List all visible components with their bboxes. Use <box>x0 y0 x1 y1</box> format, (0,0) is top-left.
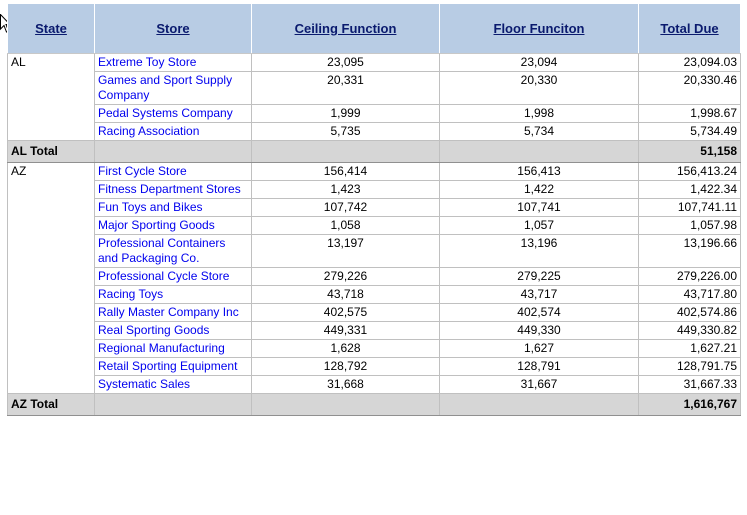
table-row <box>8 286 741 304</box>
store-link[interactable]: Regional Manufacturing <box>95 340 252 358</box>
group-total-value: 1,616,767 <box>639 394 741 416</box>
floor-value: 107,741 <box>440 199 639 217</box>
floor-value: 279,225 <box>440 268 639 286</box>
table-row <box>8 181 741 199</box>
total-due-value: 13,196.66 <box>639 235 741 268</box>
group-total-empty-cell <box>95 394 252 416</box>
group-total-label: AZ Total <box>8 394 95 416</box>
ceiling-value: 1,058 <box>252 217 440 235</box>
table-row <box>8 105 741 123</box>
floor-value: 13,196 <box>440 235 639 268</box>
total-due-value: 23,094.03 <box>639 54 741 72</box>
ceiling-value: 13,197 <box>252 235 440 268</box>
store-link[interactable]: Pedal Systems Company <box>95 105 252 123</box>
group-total-row <box>8 394 741 416</box>
store-link[interactable]: Racing Toys <box>95 286 252 304</box>
ceiling-value: 1,999 <box>252 105 440 123</box>
store-link[interactable]: Major Sporting Goods <box>95 217 252 235</box>
total-due-value: 128,791.75 <box>639 358 741 376</box>
table-row <box>8 54 741 72</box>
table-row <box>8 199 741 217</box>
store-link[interactable]: Rally Master Company Inc <box>95 304 252 322</box>
table-row <box>8 304 741 322</box>
total-due-value: 156,413.24 <box>639 163 741 181</box>
column-header-total-due[interactable]: Total Due <box>639 4 741 54</box>
store-link[interactable]: Professional Containers and Packaging Co. <box>95 235 252 268</box>
ceiling-value: 402,575 <box>252 304 440 322</box>
ceiling-value: 279,226 <box>252 268 440 286</box>
total-due-value: 31,667.33 <box>639 376 741 394</box>
floor-value: 1,057 <box>440 217 639 235</box>
column-header-ceiling-function[interactable]: Ceiling Function <box>252 4 440 54</box>
floor-value: 31,667 <box>440 376 639 394</box>
report-body <box>8 54 741 416</box>
ceiling-value: 1,628 <box>252 340 440 358</box>
table-row <box>8 163 741 181</box>
group-total-empty-cell <box>440 141 639 163</box>
total-due-value: 402,574.86 <box>639 304 741 322</box>
store-link[interactable]: Retail Sporting Equipment <box>95 358 252 376</box>
ceiling-value: 43,718 <box>252 286 440 304</box>
store-link[interactable]: Systematic Sales <box>95 376 252 394</box>
group-total-row <box>8 141 741 163</box>
floor-value: 1,627 <box>440 340 639 358</box>
ceiling-value: 128,792 <box>252 358 440 376</box>
floor-value: 20,330 <box>440 72 639 105</box>
group-total-empty-cell <box>95 141 252 163</box>
floor-value: 1,422 <box>440 181 639 199</box>
table-row <box>8 72 741 105</box>
total-due-value: 1,422.34 <box>639 181 741 199</box>
total-due-value: 43,717.80 <box>639 286 741 304</box>
report-table <box>7 3 741 416</box>
group-total-empty-cell <box>440 394 639 416</box>
total-due-value: 279,226.00 <box>639 268 741 286</box>
floor-value: 402,574 <box>440 304 639 322</box>
table-row <box>8 217 741 235</box>
store-link[interactable]: First Cycle Store <box>95 163 252 181</box>
ceiling-value: 20,331 <box>252 72 440 105</box>
store-link[interactable]: Games and Sport Supply Company <box>95 72 252 105</box>
ceiling-value: 1,423 <box>252 181 440 199</box>
table-row <box>8 376 741 394</box>
floor-value: 449,330 <box>440 322 639 340</box>
total-due-value: 1,998.67 <box>639 105 741 123</box>
ceiling-value: 449,331 <box>252 322 440 340</box>
ceiling-value: 107,742 <box>252 199 440 217</box>
store-link[interactable]: Fun Toys and Bikes <box>95 199 252 217</box>
floor-value: 128,791 <box>440 358 639 376</box>
group-total-label: AL Total <box>8 141 95 163</box>
floor-value: 43,717 <box>440 286 639 304</box>
floor-value: 5,734 <box>440 123 639 141</box>
group-total-empty-cell <box>252 394 440 416</box>
store-link[interactable]: Extreme Toy Store <box>95 54 252 72</box>
ceiling-value: 5,735 <box>252 123 440 141</box>
table-row <box>8 268 741 286</box>
store-link[interactable]: Fitness Department Stores <box>95 181 252 199</box>
group-total-empty-cell <box>252 141 440 163</box>
ceiling-value: 156,414 <box>252 163 440 181</box>
store-link[interactable]: Real Sporting Goods <box>95 322 252 340</box>
ceiling-value: 23,095 <box>252 54 440 72</box>
total-due-value: 20,330.46 <box>639 72 741 105</box>
group-total-value: 51,158 <box>639 141 741 163</box>
column-header-floor-function[interactable]: Floor Funciton <box>440 4 639 54</box>
table-row <box>8 123 741 141</box>
store-link[interactable]: Professional Cycle Store <box>95 268 252 286</box>
column-header-state[interactable]: State <box>8 4 95 54</box>
state-cell: AZ <box>8 163 95 394</box>
total-due-value: 449,330.82 <box>639 322 741 340</box>
total-due-value: 107,741.11 <box>639 199 741 217</box>
header-row <box>8 4 741 54</box>
table-row <box>8 358 741 376</box>
table-row <box>8 322 741 340</box>
column-header-store[interactable]: Store <box>95 4 252 54</box>
total-due-value: 1,627.21 <box>639 340 741 358</box>
floor-value: 23,094 <box>440 54 639 72</box>
ceiling-value: 31,668 <box>252 376 440 394</box>
state-cell: AL <box>8 54 95 141</box>
floor-value: 1,998 <box>440 105 639 123</box>
floor-value: 156,413 <box>440 163 639 181</box>
table-row <box>8 235 741 268</box>
table-row <box>8 340 741 358</box>
total-due-value: 5,734.49 <box>639 123 741 141</box>
store-link[interactable]: Racing Association <box>95 123 252 141</box>
total-due-value: 1,057.98 <box>639 217 741 235</box>
